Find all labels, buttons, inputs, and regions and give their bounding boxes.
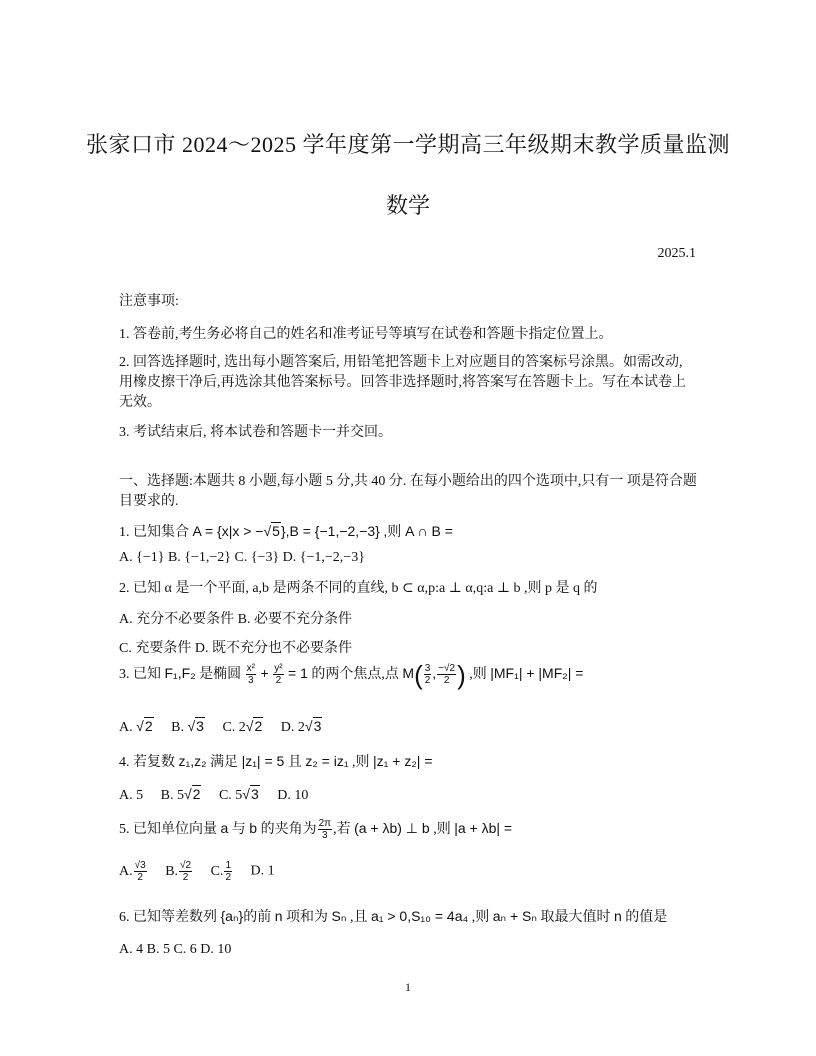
question-1-options: A. {−1} B. {−1,−2} C. {−3} D. {−1,−2,−3}	[119, 550, 365, 565]
q5-angle	[318, 818, 332, 841]
q6-expression: aₙ + Sₙ	[492, 908, 537, 924]
q5-mid2: ,若	[333, 822, 351, 837]
q5-opt-a-num: √3	[134, 860, 146, 871]
q4-and: 且	[287, 755, 302, 770]
q5-and: 与	[231, 822, 246, 837]
q5-opt-b-label: B.	[165, 863, 179, 879]
q3-m-y	[437, 663, 456, 686]
q5-angle-num: 2π	[318, 818, 332, 830]
q3-opt-c-radicand: 2	[254, 718, 263, 734]
notes-heading: 注意事项:	[119, 294, 179, 309]
q5-opt-c-num: 1	[225, 860, 231, 871]
q6-n2: n	[613, 908, 622, 924]
q1-prefix: 1. 已知集合	[119, 525, 189, 540]
exam-title: 张家口市 2024～2025 学年度第一学期高三年级期末教学质量监测	[85, 132, 730, 157]
q3-opt-a-label: A.	[119, 720, 133, 735]
question-6-options: A. 4 B. 5 C. 6 D. 10	[119, 942, 232, 957]
question-5	[119, 818, 697, 841]
q5-opt-c-frac	[224, 860, 232, 883]
q3-ell-x-num: x²	[246, 663, 255, 675]
q5-expression: |a + λb| =	[454, 820, 513, 836]
q5-option-d: D. 1	[250, 863, 275, 879]
q4-option-d: D. 10	[277, 788, 309, 803]
q3-foci: F₁,F₂	[164, 665, 196, 681]
q5-opt-b-num: √2	[180, 860, 192, 871]
q3-comma: ,	[432, 665, 437, 681]
q4-expression: |z₁ + z₂| =	[373, 753, 433, 769]
q5-opt-c-den: 2	[225, 872, 231, 883]
q3-opt-c-sqrt: √2	[245, 718, 263, 734]
q3-m-x	[424, 663, 432, 686]
q3-point-m: M	[402, 665, 415, 681]
q5-opt-a-frac	[134, 860, 147, 883]
q3-opt-c-label: C. 2	[222, 720, 246, 735]
q4-mid: 满足	[210, 755, 239, 770]
q5-angle-den: 3	[322, 830, 328, 842]
q4-opt-c-label: C. 5	[218, 788, 243, 803]
q4-opt-c-radicand: 3	[250, 786, 259, 802]
q4-cond1: |z₁| = 5	[241, 753, 285, 769]
q4-opt-c-sqrt: √3	[242, 786, 259, 802]
q6-condition: a₁ > 0,S₁₀ = 4a₄	[370, 908, 469, 924]
page-number: 1	[405, 980, 411, 994]
q3-opt-d-radicand: 3	[313, 718, 322, 734]
question-3-options	[119, 716, 697, 738]
q6-mid5: 取最大值时	[540, 910, 611, 925]
q5-mid3: ,则	[433, 822, 451, 837]
question-1	[119, 521, 697, 543]
q3-m-x-den: 2	[424, 675, 431, 687]
q4-option-c	[219, 788, 260, 803]
question-2: 2. 已知 α 是一个平面, a,b 是两条不同的直线, b ⊂ α,p:a ⊥ α,q:a ⊥ b ,则 p 是 q 的	[119, 581, 598, 596]
subject-heading: 数学	[385, 193, 430, 218]
question-2-options-row2: C. 充要条件 D. 既不充分也不必要条件	[119, 641, 352, 656]
q3-prefix: 3. 已知	[119, 667, 161, 682]
exam-date: 2025.1	[657, 246, 696, 261]
q3-option-d	[281, 720, 323, 735]
q3-m-y-den: 2	[443, 675, 450, 687]
q4-prefix: 4. 若复数	[119, 755, 175, 770]
q6-sequence: {aₙ}	[220, 908, 244, 924]
q5-mid: 的夹角为	[260, 822, 317, 837]
q6-prefix: 6. 已知等差数列	[119, 910, 217, 925]
q4-opt-b-radicand: 2	[192, 786, 201, 802]
q4-cond2: z₂ = iz₁	[305, 753, 349, 769]
note-item-3: 3. 考试结束后, 将本试卷和答题卡一并交回。	[119, 425, 392, 440]
q3-suffix: ,则	[469, 667, 487, 682]
q5-opt-b-frac	[179, 860, 192, 883]
q4-mid2: ,则	[352, 755, 370, 770]
question-2-options-row1: A. 充分不必要条件 B. 必要不充分条件	[119, 612, 352, 627]
q4-option-b	[161, 788, 202, 803]
q5-vec-b: b	[249, 820, 258, 836]
q3-ell-eq: = 1	[288, 665, 308, 681]
q4-vars: z₁,z₂	[178, 753, 207, 769]
q6-mid: 的前	[243, 910, 272, 925]
q6-suffix: 的值是	[625, 910, 668, 925]
question-5-options	[119, 860, 697, 883]
question-4-options	[119, 784, 697, 806]
q6-sn: Sₙ	[331, 908, 347, 924]
q4-opt-b-sqrt: √2	[183, 786, 201, 802]
q5-option-c	[210, 860, 233, 883]
q3-mid: 是椭圆	[199, 667, 242, 682]
q3-left-paren: (	[414, 659, 423, 690]
q1-set-a: A = {x|x > −	[192, 523, 264, 539]
q5-condition: (a + λb) ⊥ b	[354, 820, 430, 836]
q3-m-x-num: 3	[424, 663, 431, 675]
q3-ell-y-num: y²	[274, 663, 283, 675]
q4-opt-b-label: B. 5	[160, 788, 184, 803]
q5-option-b	[165, 860, 193, 883]
q3-m-y-num: −√2	[438, 663, 456, 675]
q5-opt-b-den: 2	[182, 872, 189, 883]
q3-ell-y-den: 2	[275, 675, 282, 687]
q3-opt-b-label: B.	[171, 720, 184, 735]
q3-opt-d-label: D. 2	[280, 720, 305, 735]
q1-suffix: ,则 A ∩ B =	[383, 523, 453, 539]
q3-ellipse-y-term	[273, 663, 283, 686]
q6-mid3: ,且	[349, 910, 368, 925]
q3-option-c	[222, 720, 263, 735]
q3-ell-plus: +	[260, 665, 269, 681]
q1-sqrt: √5	[263, 523, 280, 539]
q1-set-b: },B = {−1,−2,−3}	[280, 523, 380, 539]
q4-option-a: A. 5	[119, 788, 144, 803]
q3-option-b	[171, 720, 205, 735]
q1-sqrt-radicand: 5	[272, 523, 280, 539]
q3-right-paren: )	[457, 659, 466, 690]
note-item-2: 2. 回答选择题时, 选出每小题答案后, 用铅笔把答题卡上对应题目的答案标号涂黑。如需改动, 用橡皮擦干净后,再选涂其他答案标号。回答非选择题时,将答案写在答题卡上。写在本试卷上无效。	[119, 355, 686, 410]
q3-ellipse-x-term	[246, 663, 256, 686]
q5-opt-a-label: A.	[119, 863, 133, 879]
q6-n: n	[274, 908, 283, 924]
q5-vec-a: a	[220, 820, 229, 836]
q5-opt-c-label: C.	[210, 863, 224, 879]
question-3	[119, 659, 697, 690]
q3-mid2: 的两个焦点,点	[311, 667, 399, 682]
q5-option-a	[119, 860, 148, 883]
q3-opt-d-sqrt: √3	[304, 718, 322, 734]
q5-opt-a-den: 2	[137, 872, 143, 883]
question-4	[119, 751, 697, 773]
q3-expression: |MF₁| + |MF₂| =	[490, 665, 584, 681]
q6-mid2: 项和为	[286, 910, 329, 925]
q3-opt-a-sqrt: √2	[136, 718, 153, 734]
note-item-1: 1. 答卷前,考生务必将自己的姓名和准考证号等填写在试卷和答题卡指定位置上。	[119, 327, 613, 342]
q3-opt-b-sqrt: √3	[187, 718, 204, 734]
q6-mid4: ,则	[471, 910, 490, 925]
section-1-heading: 一、选择题:本题共 8 小题,每小题 5 分,共 40 分. 在每小题给出的四个选项中,只有一 项是符合题目要求的.	[119, 474, 697, 509]
q3-ell-x-den: 3	[248, 675, 254, 687]
q3-opt-b-radicand: 3	[196, 718, 204, 734]
q3-option-a	[119, 720, 154, 735]
question-6	[119, 906, 697, 928]
q5-prefix: 5. 已知单位向量	[119, 822, 217, 837]
q3-opt-a-radicand: 2	[144, 718, 153, 734]
